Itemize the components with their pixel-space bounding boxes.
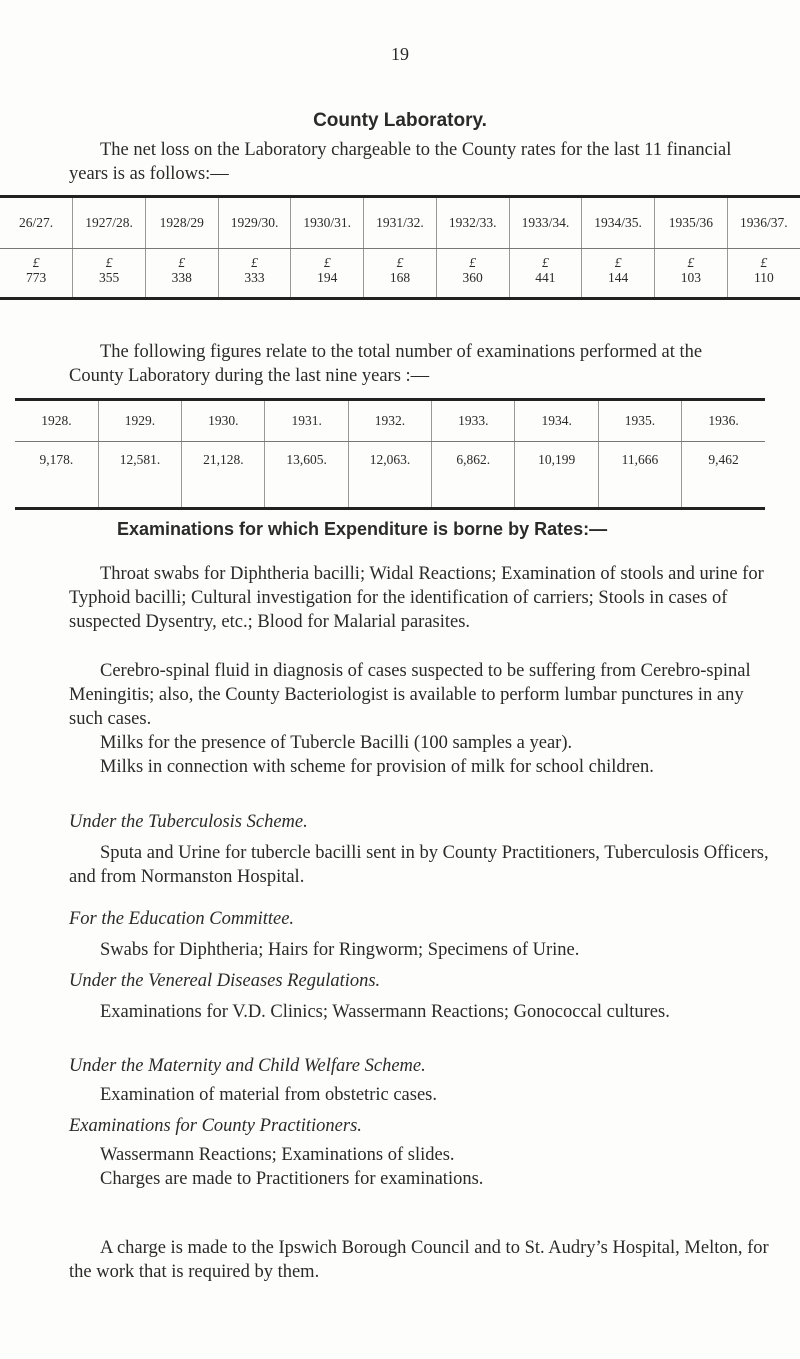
closing-paragraph [69,1236,769,1284]
loss-value-cell [145,249,218,299]
throat-paragraph [69,562,769,634]
exam-year-cell: 1928. [15,400,98,442]
exam-value-cell: 21,128. [182,442,265,509]
exam-value-cell: 13,605. [265,442,348,509]
prac-body-1: Wassermann Reactions; Examinations of slides. [100,1145,455,1165]
loss-table [0,195,800,300]
loss-year-cell: 1932/33. [436,197,509,249]
pound-symbol: £ [469,255,477,270]
loss-year-cell: 1933/34. [509,197,582,249]
exam-value-cell: 9,178. [15,442,98,509]
pound-symbol: £ [760,255,768,270]
exam-value-cell: 11,666 [598,442,681,509]
loss-year-cell: 1931/32. [364,197,437,249]
loss-year-cell: 1934/35. [582,197,655,249]
page-title: County Laboratory. [313,110,487,131]
page-number: 19 [391,44,409,64]
loss-value-cell [218,249,291,299]
intro-exams-paragraph: The following figures relate to the total number of examinations performed at the County Laboratory during the last nine years :— [69,342,703,386]
loss-value: 355 [98,270,120,285]
exam-value-cell: 10,199 [515,442,598,509]
pound-symbol: £ [542,255,549,270]
pound-symbol: £ [105,255,113,270]
loss-value-cell [364,249,437,299]
milks-text-2: Milks in connection with scheme for provision of milk for school children. [100,757,654,777]
exam-year-cell: 1933. [432,400,515,442]
pound-symbol: £ [396,255,404,270]
loss-value: 773 [25,270,47,285]
loss-year-cell: 1930/31. [291,197,364,249]
edu-section [69,907,769,962]
loss-value: 333 [244,270,265,285]
loss-value: 338 [171,270,192,285]
edu-body: Swabs for Diphtheria; Hairs for Ringworm; Specimens of Urine. [100,940,580,960]
loss-value-cell [582,249,655,299]
loss-year-cell: 1935/36 [654,197,727,249]
loss-value: 110 [753,270,774,285]
pound-symbol: £ [251,255,258,270]
exam-value-cell: 6,862. [432,442,515,509]
mat-heading: Under the Maternity and Child Welfare Scheme. [69,1056,426,1076]
exam-year-cell: 1934. [515,400,598,442]
intro-loss-paragraph: The net loss on the Laboratory chargeable to the County rates for the last 11 financial years is as follows:— [69,140,732,184]
vd-body: Examinations for V.D. Clinics; Wassermann Reactions; Gonococcal cultures. [100,1002,670,1022]
milks-paragraph-1 [69,731,769,755]
vd-section [69,969,769,1024]
exam-value-cell: 9,462 [708,452,739,467]
loss-table-years-row [0,197,800,249]
rates-heading: Examinations for which Expenditure is borne by Rates:— [117,519,608,539]
closing-text: A charge is made to the Ipswich Borough Council and to St. Audry’s Hospital, Melton, for the work that is required by them. [69,1238,769,1282]
prac-section [69,1114,769,1191]
loss-value: 144 [607,270,629,285]
prac-heading: Examinations for County Practitioners. [69,1116,362,1136]
loss-value-cell [654,249,727,299]
mat-body: Examination of material from obstetric cases. [100,1085,437,1105]
tb-heading: Under the Tuberculosis Scheme. [69,812,308,832]
exam-year-cell: 1930. [182,400,265,442]
cerebro-paragraph [69,659,769,731]
cerebro-text: Cerebro-spinal fluid in diagnosis of cases suspected to be suffering from Cerebro-spinal Meningitis; also, the County Bacteriologist is available to perform lumbar punctures in any such cases. [69,661,751,729]
loss-year-cell: 26/27. [0,197,73,249]
loss-value: 441 [535,270,556,285]
loss-value-cell [291,249,364,299]
loss-year-cell: 1928/29 [145,197,218,249]
exam-table [15,398,765,510]
pound-symbol: £ [32,255,40,270]
loss-value-cell [0,249,73,299]
tb-section [69,810,769,889]
milks-text-1: Milks for the presence of Tubercle Bacilli (100 samples a year). [100,733,573,753]
exam-table-years-row [15,400,765,442]
exam-year-cell: 1936. [682,400,765,442]
prac-body-2: Charges are made to Practitioners for examinations. [100,1169,484,1189]
loss-value: 168 [389,270,411,285]
loss-value: 103 [680,270,701,285]
throat-text: Throat swabs for Diphtheria bacilli; Widal Reactions; Examination of stools and urine for Typhoid bacilli; Cultural investigation for the identification of carriers; Stools in cases of suspected Dysentry, etc.; Blood for Malarial parasites. [69,564,764,632]
milks-paragraph-2 [69,755,769,779]
exam-table-values-row [15,442,765,509]
exam-year-cell: 1931. [265,400,348,442]
loss-year-cell: 1927/28. [73,197,146,249]
exam-value-cell: 12,581. [98,442,181,509]
loss-value-cell [436,249,509,299]
exam-year-cell: 1932. [348,400,431,442]
pound-symbol: £ [687,255,695,270]
pound-symbol: £ [614,255,622,270]
pound-symbol: £ [323,255,331,270]
pound-symbol: £ [178,255,186,270]
vd-heading: Under the Venereal Diseases Regulations. [69,971,381,991]
mat-section [69,1054,769,1107]
loss-value: 360 [462,270,483,285]
loss-year-cell: 1929/30. [218,197,291,249]
loss-value-cell [727,249,800,299]
exam-value-cell: 12,063. [348,442,431,509]
loss-value-cell [73,249,146,299]
loss-value-cell [509,249,582,299]
edu-heading: For the Education Committee. [69,909,295,929]
loss-year-cell: 1936/37. [727,197,800,249]
exam-year-cell: 1935. [598,400,681,442]
tb-body: Sputa and Urine for tubercle bacilli sent in by County Practitioners, Tuberculosis Officers, and from Normanston Hospital. [69,843,769,887]
loss-value: 194 [317,270,338,285]
loss-table-values-row [0,249,800,299]
exam-year-cell: 1929. [98,400,181,442]
